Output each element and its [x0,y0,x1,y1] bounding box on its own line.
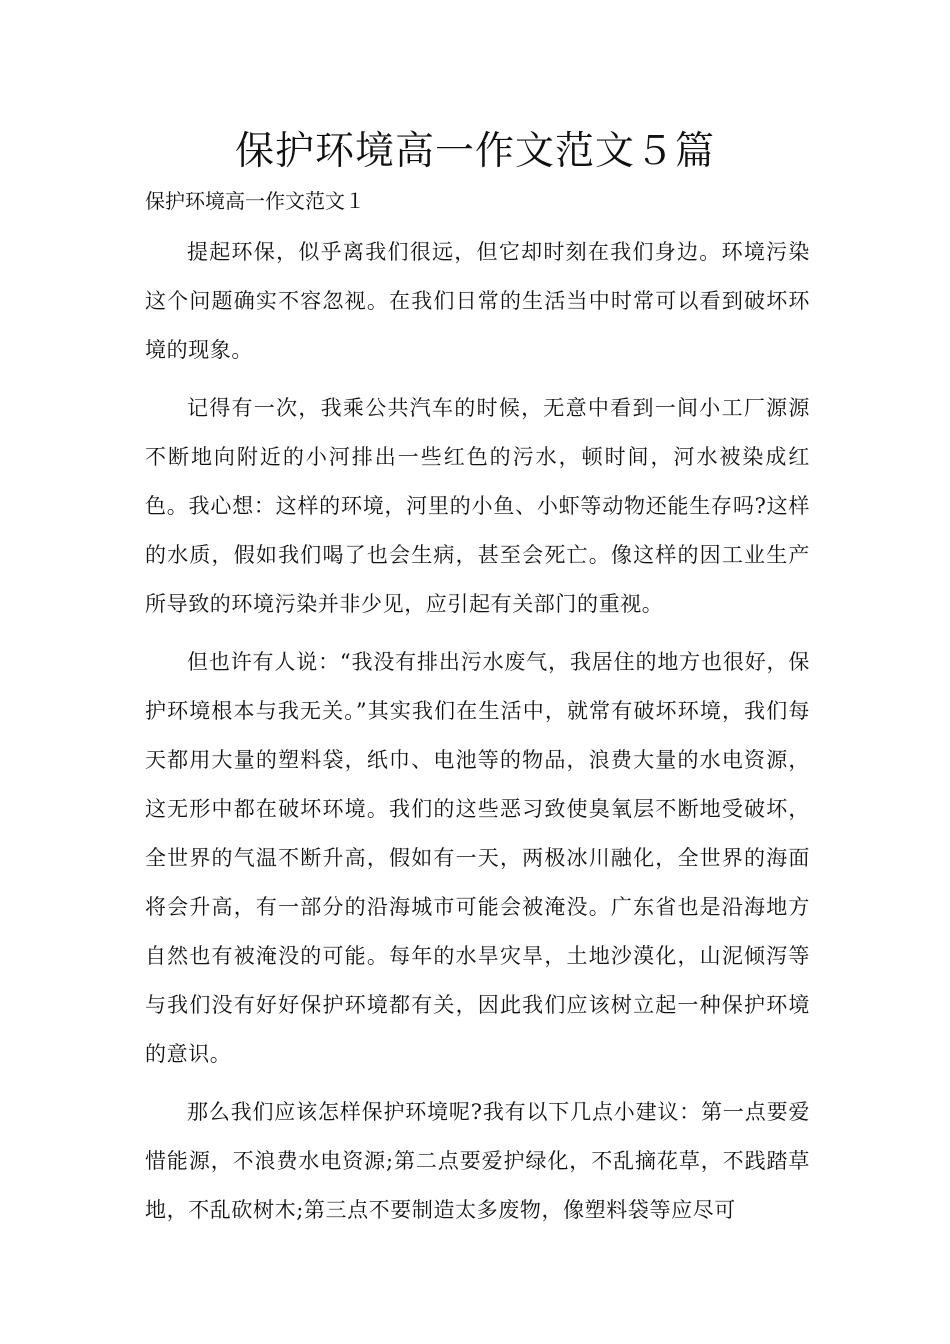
document-body [145,228,810,1244]
paragraph-4: 那么我们应该怎样保护环境呢?我有以下几点小建议：第一点要爱惜能源，不浪费水电资源;第二点要爱护绿化，不乱摘花草，不践踏草地，不乱砍树木;第三点不要制造太多废物，像塑料袋等应尽可 [145,1100,810,1222]
paragraph-2: 记得有一次，我乘公共汽车的时候，无意中看到一间小工厂源源不断地向附近的小河排出一些红色的污水，顿时间，河水被染成红色。我心想：这样的环境，河里的小鱼、小虾等动物还能生存吗?这样的水质，假如我们喝了也会生病，甚至会死亡。像这样的因工业生产所导致的环境污染并非少见，应引起有关部门的重视。 [145,396,810,616]
paragraph-1: 提起环保，似乎离我们很远，但它却时刻在我们身边。环境污染这个问题确实不容忽视。在我们日常的生活当中时常可以看到破坏环境的现象。 [145,240,810,362]
paragraph-3: 但也许有人说：“我没有排出污水废气，我居住的地方也很好，保护环境根本与我无关。”其实我们在生活中，就常有破坏环境，我们每天都用大量的塑料袋，纸巾、电池等的物品，浪费大量的水电资源，这无形中都在破坏环境。我们的这些恶习致使臭氧层不断地受破坏，全世界的气温不断升高，假如有一天，两极冰川融化，全世界的海面将会升高，有一部分的沿海城市可能会被淹没。广东省也是沿海地方自然也有被淹没的可能。每年的水旱灾旱，土地沙漠化，山泥倾泻等与我们没有好好保护环境都有关，因此我们应该树立起一种保护环境的意识。 [145,650,810,1066]
section-subtitle: 保护环境高一作文范文１ [145,189,365,213]
document-title: 保护环境高一作文范文５篇 [234,129,715,174]
